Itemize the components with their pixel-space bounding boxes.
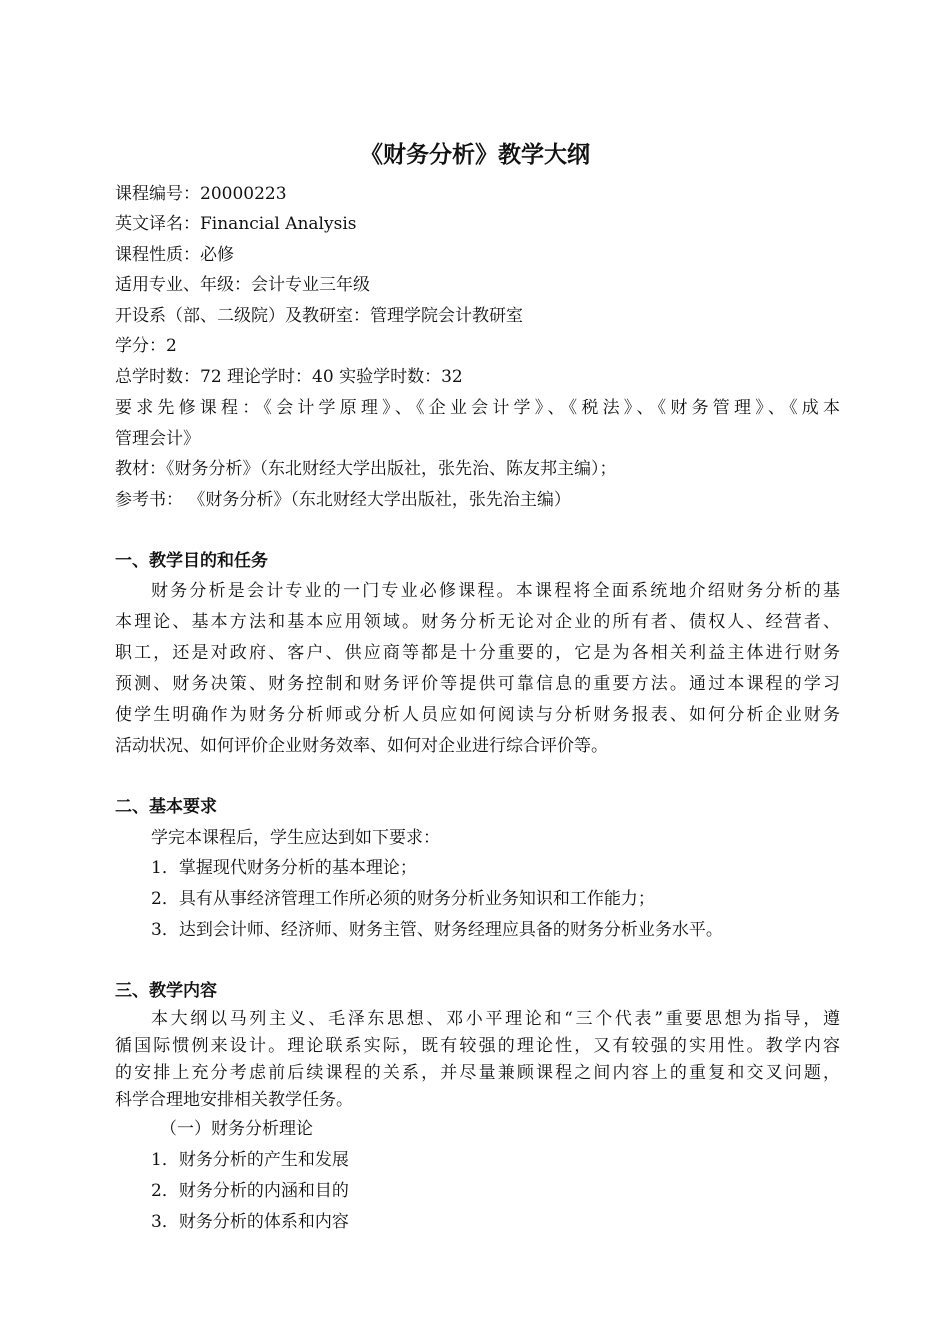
requirement-item: 2．具有从事经济管理工作所必须的财务分析业务知识和工作能力；	[151, 889, 655, 909]
section-1-line: 预测、财务决策、财务控制和财务评价等提供可靠信息的重要方法。通过本课程的学习	[115, 674, 840, 694]
section-1-line: 使学生明确作为财务分析师或分析人员应如何阅读与分析财务报表、如何分析企业财务	[115, 705, 840, 725]
credits: 学分：2	[115, 336, 177, 356]
section-2-intro: 学完本课程后，学生应达到如下要求：	[151, 828, 440, 848]
section-3-subheading: （一）财务分析理论	[160, 1119, 313, 1139]
section-3-line: 循国际惯例来设计。理论联系实际，既有较强的理论性，又有较强的实用性。教学内容	[115, 1036, 840, 1056]
prerequisites-line-2: 管理会计》	[115, 429, 200, 449]
english-name: 英文译名：Financial Analysis	[115, 214, 357, 234]
content-item: 1．财务分析的产生和发展	[151, 1150, 349, 1170]
section-3-line: 本大纲以马列主义、毛泽东思想、邓小平理论和“三个代表”重要思想为指导，遵	[151, 1009, 840, 1029]
requirement-item: 1．掌握现代财务分析的基本理论；	[151, 858, 417, 878]
section-1-line: 活动状况、如何评价企业财务效率、如何对企业进行综合评价等。	[115, 736, 608, 756]
section-1-line: 本理论、基本方法和基本应用领域。财务分析无论对企业的所有者、债权人、经营者、	[115, 612, 840, 632]
hours: 总学时数：72 理论学时：40 实验学时数：32	[115, 367, 463, 387]
section-3-heading: 三、教学内容	[115, 981, 217, 1001]
section-3-line: 科学合理地安排相关教学任务。	[115, 1090, 353, 1110]
section-2-heading: 二、基本要求	[115, 797, 217, 817]
department: 开设系（部、二级院）及教研室：管理学院会计教研室	[115, 306, 523, 326]
prerequisites-line-1: 要求先修课程：《会计学原理》、《企业会计学》、《税法》、《财务管理》、《成本	[115, 398, 840, 418]
content-item: 2．财务分析的内涵和目的	[151, 1181, 349, 1201]
section-1-line: 职工，还是对政府、客户、供应商等都是十分重要的，它是为各相关利益主体进行财务	[115, 643, 840, 663]
reference-book: 参考书： 《财务分析》（东北财经大学出版社，张先治主编）	[115, 490, 571, 510]
course-code: 课程编号：20000223	[115, 184, 287, 204]
textbook: 教材：《财务分析》（东北财经大学出版社，张先治、陈友邦主编）；	[115, 459, 617, 479]
section-3-line: 的安排上充分考虑前后续课程的关系，并尽量兼顾课程之间内容上的重复和交叉问题，	[115, 1063, 840, 1083]
document-title: 《财务分析》教学大纲	[360, 142, 590, 168]
major-grade: 适用专业、年级：会计专业三年级	[115, 275, 370, 295]
section-1-line: 财务分析是会计专业的一门专业必修课程。本课程将全面系统地介绍财务分析的基	[151, 581, 840, 601]
section-1-heading: 一、教学目的和任务	[115, 551, 268, 571]
requirement-item: 3．达到会计师、经济师、财务主管、财务经理应具备的财务分析业务水平。	[151, 920, 723, 940]
course-nature: 课程性质：必修	[115, 245, 234, 265]
content-item: 3．财务分析的体系和内容	[151, 1212, 349, 1232]
